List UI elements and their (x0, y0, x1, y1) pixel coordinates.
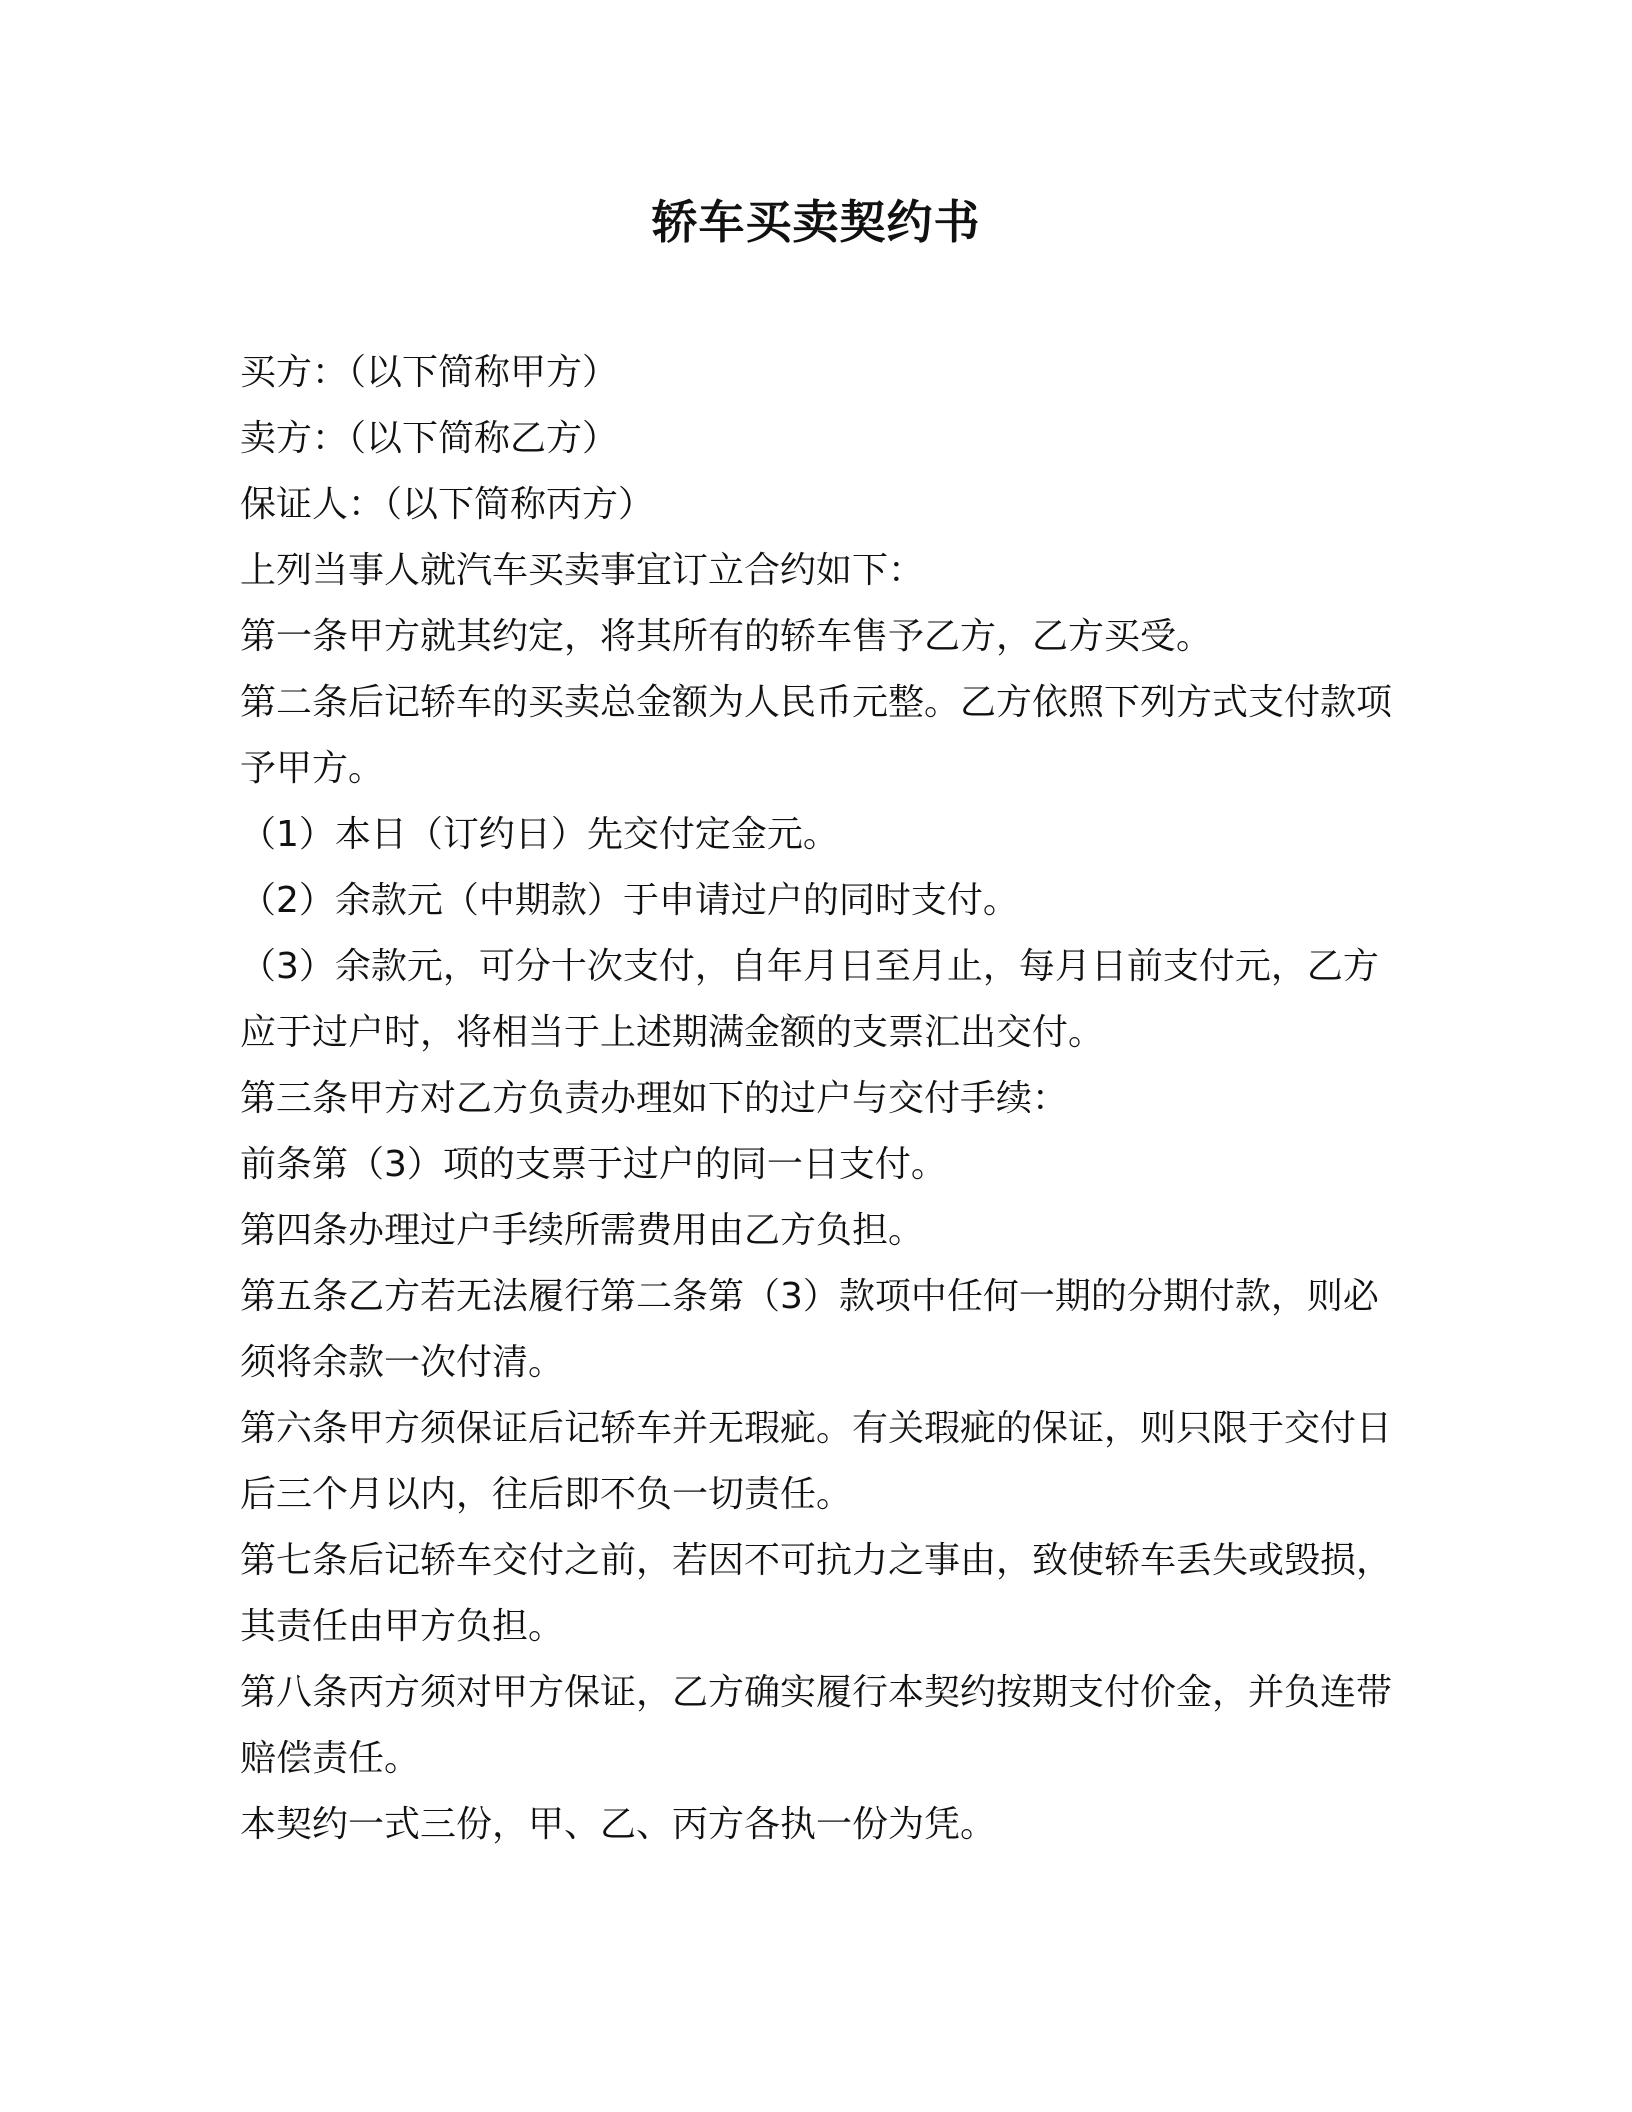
paragraph-item-2: （2）余款元（中期款）于申请过户的同时支付。 (240, 880, 1019, 921)
paragraph-copies: 本契约一式三份，甲、乙、丙方各执一份为凭。 (240, 1804, 997, 1845)
paragraph-seller: 卖方：（以下简称乙方） (240, 418, 619, 459)
paragraph-item-3: （3）余款元，可分十次支付，自年月日至月止，每月日前支付元，乙方应于过户时，将相当于上述期满金额的支票汇出交付。 (240, 946, 1379, 1053)
paragraph-article-1: 第一条甲方就其约定，将其所有的轿车售予乙方，乙方买受。 (240, 616, 1213, 657)
paragraph-article-5: 第五条乙方若无法履行第二条第（3）款项中任何一期的分期付款，则必须将余款一次付清。 (240, 1276, 1379, 1383)
paragraph-article-2: 第二条后记轿车的买卖总金额为人民币元整。乙方依照下列方式支付款项予甲方。 (240, 682, 1393, 789)
paragraph-intro: 上列当事人就汽车买卖事宜订立合约如下： (240, 550, 925, 591)
paragraph-buyer: 买方：（以下简称甲方） (240, 352, 619, 393)
document-title: 轿车买卖契约书 (651, 195, 981, 249)
document-body (240, 340, 1400, 1858)
paragraph-article-8: 第八条丙方须对甲方保证，乙方确实履行本契约按期支付价金，并负连带赔偿责任。 (240, 1672, 1393, 1779)
paragraph-article-3-detail: 前条第（3）项的支票于过户的同一日支付。 (240, 1144, 947, 1185)
paragraph-article-4: 第四条办理过户手续所需费用由乙方负担。 (240, 1210, 925, 1251)
paragraph-item-1: （1）本日（订约日）先交付定金元。 (240, 814, 839, 855)
paragraph-guarantor: 保证人：（以下简称丙方） (240, 484, 655, 525)
paragraph-article-6: 第六条甲方须保证后记轿车并无瑕疵。有关瑕疵的保证，则只限于交付日后三个月以内，往后即不负一切责任。 (240, 1408, 1393, 1515)
paragraph-article-3: 第三条甲方对乙方负责办理如下的过户与交付手续： (240, 1078, 1069, 1119)
paragraph-article-7: 第七条后记轿车交付之前，若因不可抗力之事由，致使轿车丢失或毁损，其责任由甲方负担。 (240, 1540, 1393, 1647)
